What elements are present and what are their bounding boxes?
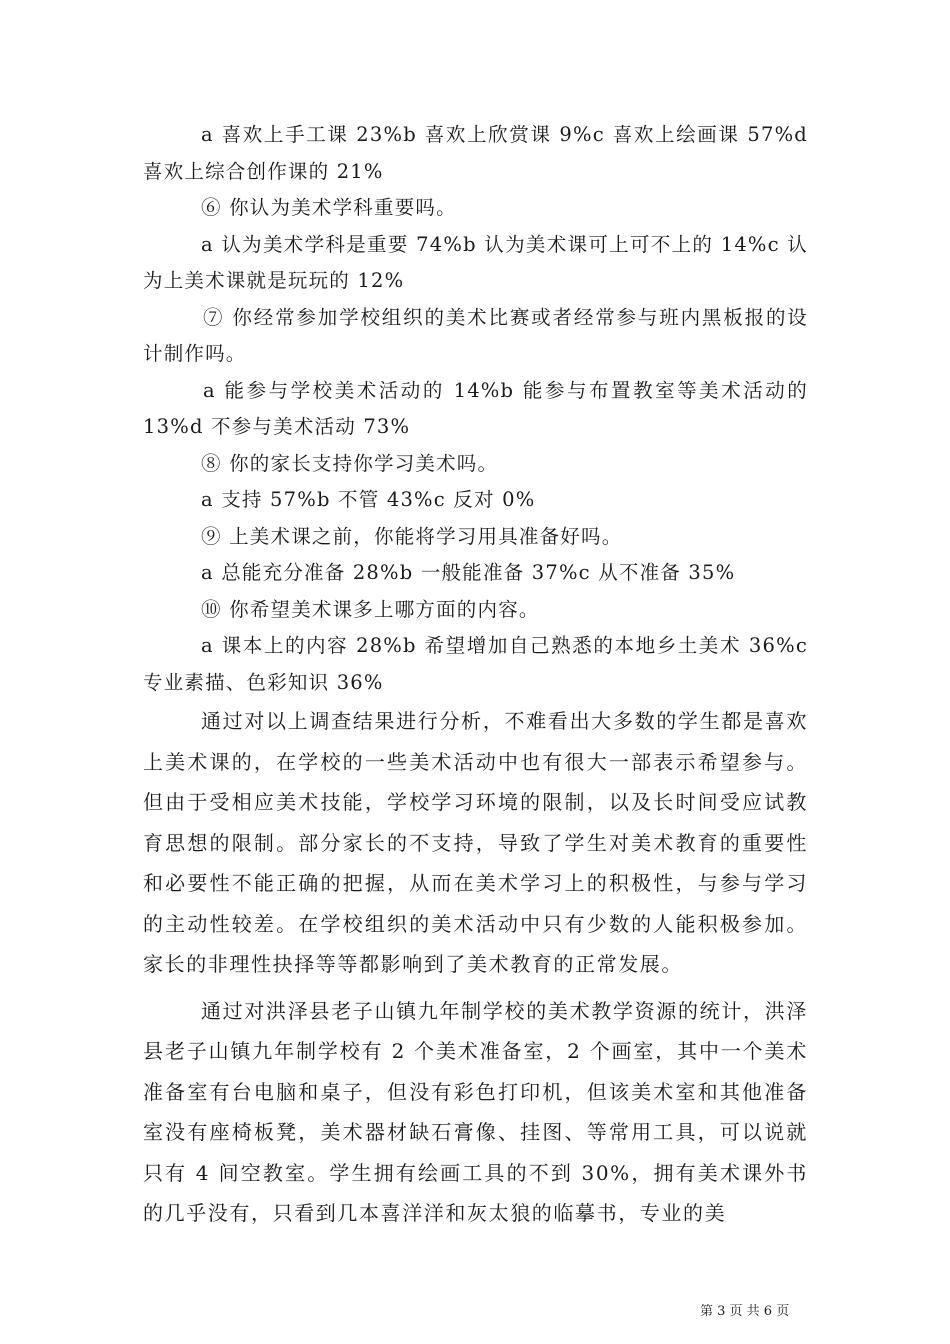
survey-question-7: ⑦ 你经常参加学校组织的美术比赛或者经常参与班内黑板报的设计制作吗。: [143, 305, 808, 365]
analysis-paragraph: 通过对以上调查结果进行分析，不难看出大多数的学生都是喜欢上美术课的，在学校的一些美术活动中也有很大一部表示希望参与。但由于受相应美术技能，学校学习环境的限制，以及长时间受应试教育思想的限制。部分家长的不支持，导致了学生对美术教育的重要性和必要性不能正确的把握，从而在美术学习上的积极性，与参与学习的主动性较差。在学校组织的美术活动中只有少数的人能积极参加。家长的非理性抉择等等都影响到了美术教育的正常发展。: [143, 709, 808, 976]
survey-answer-8: a 支持 57%b 不管 43%c 反对 0%: [201, 488, 536, 511]
survey-answer-7: a 能参与学校美术活动的 14%b 能参与布置教室等美术活动的 13%d 不参与美术活动 73%: [143, 378, 808, 438]
survey-question-9: ⑨ 上美术课之前，你能将学习用具准备好吗。: [201, 524, 623, 548]
survey-question-10: ⑩ 你希望美术课多上哪方面的内容。: [201, 597, 540, 621]
survey-answer-6: a 认为美术学科是重要 74%b 认为美术课可上可不上的 14%c 认为上美术课就是玩玩的 12%: [143, 232, 808, 292]
resources-paragraph: 通过对洪泽县老子山镇九年制学校的美术教学资源的统计，洪泽县老子山镇九年制学校有 2 个美术准备室，2 个画室，其中一个美术准备室有台电脑和桌子，但没有彩色打印机，但该美术室和其他准备室没有座椅板凳，美术器材缺石膏像、挂图、等常用工具，可以说就只有 4 间空教室。学生拥有绘画工具的不到 30%，拥有美术课外书的几乎没有，只看到几本喜洋洋和灰太狼的临摹书，专业的美: [143, 998, 808, 1225]
survey-answer-10: a 课本上的内容 28%b 希望增加自己熟悉的本地乡土美术 36%c 专业素描、色彩知识 36%: [143, 634, 808, 694]
page-number: 第 3 页 共 6 页: [700, 1304, 790, 1319]
survey-answer-5: a 喜欢上手工课 23%b 喜欢上欣赏课 9%c 喜欢上绘画课 57%d 喜欢上综合创作课的 21%: [143, 123, 808, 183]
survey-answer-9: a 总能充分准备 28%b 一般能准备 37%c 从不准备 35%: [201, 561, 736, 584]
document-body: [143, 117, 808, 1234]
survey-question-8: ⑧ 你的家长支持你学习美术吗。: [201, 451, 499, 475]
survey-question-6: ⑥ 你认为美术学科重要吗。: [201, 196, 457, 219]
